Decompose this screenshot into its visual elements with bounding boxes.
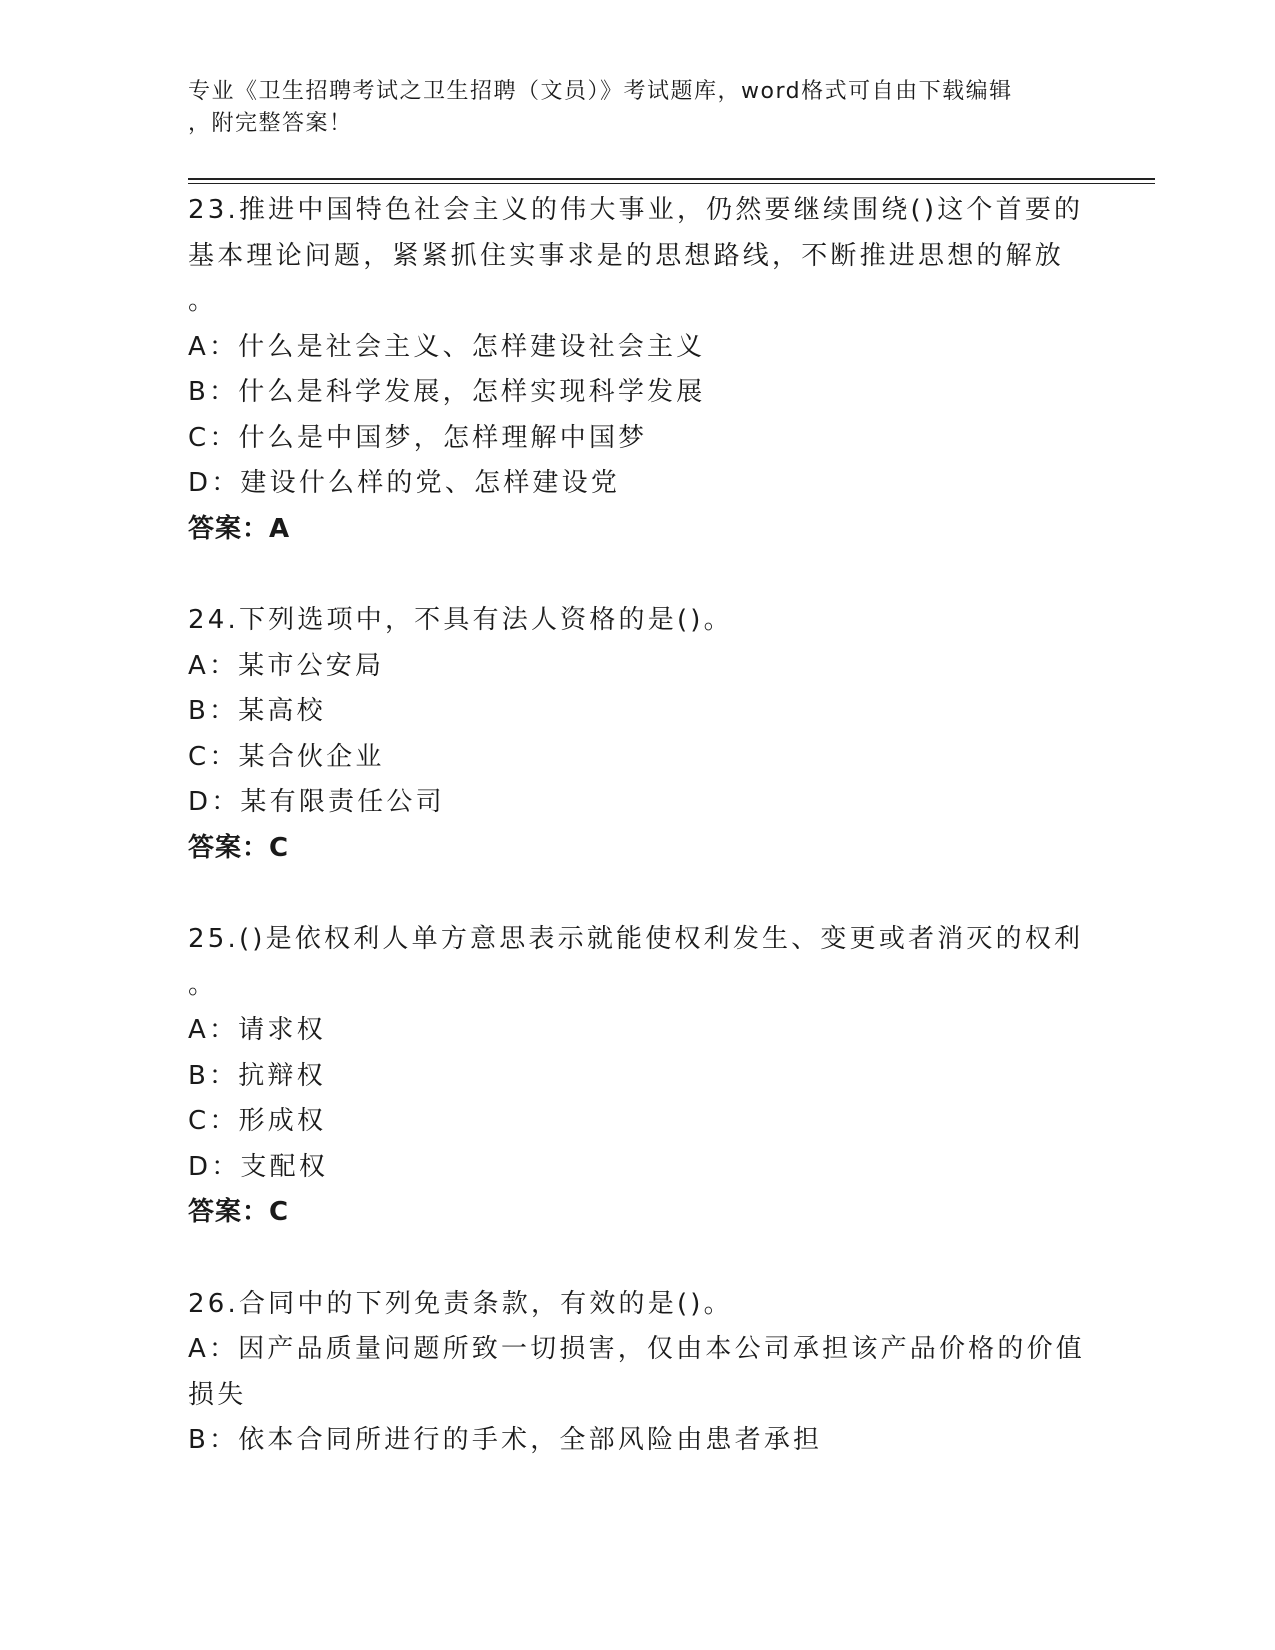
answer-label: 答案：A [188, 513, 291, 544]
question-26 [188, 1282, 1088, 1464]
header-line-2: ，附完整答案！ [188, 111, 353, 136]
option-b: B：依本合同所进行的手术，全部风险由患者承担 [188, 1425, 823, 1455]
answer-label: 答案：C [188, 1197, 290, 1227]
option-b: B：什么是科学发展，怎样实现科学发展 [188, 377, 706, 407]
option-d: D：支配权 [188, 1151, 329, 1182]
option-c: C：形成权 [188, 1106, 327, 1136]
header-line-1: 专业《卫生招聘考试之卫生招聘（文员）》考试题库，word格式可自由下载编辑 [188, 79, 1013, 104]
document-header [188, 76, 1088, 140]
question-stem-line: 基本理论问题，紧紧抓住实事求是的思想路线，不断推进思想的解放 [188, 240, 1065, 271]
answer-label: 答案：C [188, 832, 290, 863]
option-d: D：建设什么样的党、怎样建设党 [188, 468, 621, 498]
question-stem-line: 24.下列选项中，不具有法人资格的是()。 [188, 605, 733, 635]
option-d: D：某有限责任公司 [188, 787, 445, 817]
question-stem-line: 26.合同中的下列免责条款，有效的是()。 [188, 1288, 733, 1319]
option-a: A：某市公安局 [188, 650, 385, 681]
option-b: B：抗辩权 [188, 1060, 326, 1091]
question-stem-line: 25.()是依权利人单方意思表示就能使权利发生、变更或者消灭的权利 [188, 924, 1084, 954]
header-divider-thick [188, 178, 1155, 180]
question-list [188, 188, 1088, 1510]
option-a: A：请求权 [188, 1015, 326, 1045]
question-stem-line: 23.推进中国特色社会主义的伟大事业，仍然要继续围绕()这个首要的 [188, 195, 1084, 225]
option-c: C：什么是中国梦，怎样理解中国梦 [188, 422, 648, 453]
option-a: A：因产品质量问题所致一切损害，仅由本公司承担该产品价格的价值 [188, 1334, 1085, 1364]
option-c: C：某合伙企业 [188, 741, 385, 772]
question-23 [188, 188, 1088, 552]
question-stem-line: 。 [188, 969, 218, 1000]
option-a-continued: 损失 [188, 1379, 247, 1410]
header-divider-thin [188, 183, 1155, 184]
option-a: A：什么是社会主义、怎样建设社会主义 [188, 331, 706, 362]
question-25 [188, 917, 1088, 1236]
question-stem-line: 。 [188, 286, 218, 316]
option-b: B：某高校 [188, 696, 326, 726]
question-24 [188, 598, 1088, 871]
